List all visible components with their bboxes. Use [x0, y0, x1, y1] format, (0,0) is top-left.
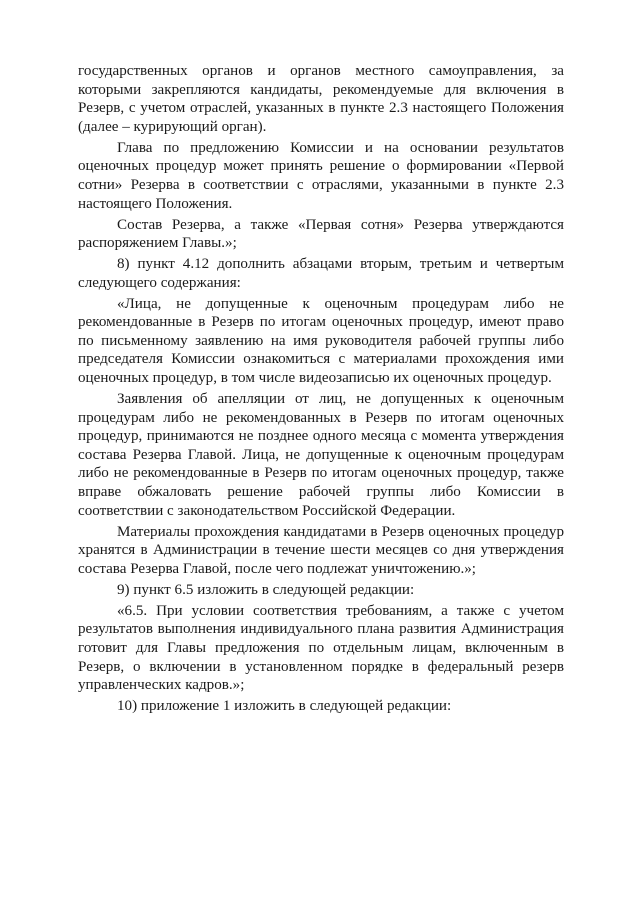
paragraph-item-9: 9) пункт 6.5 изложить в следующей редакции: — [117, 581, 415, 598]
paragraph-review-rights: «Лица, не допущенные к оценочным процедурам либо не рекомендованные в Резерв по итогам оценочных процедур, имеют право по письменному заявлению на имя руководителя рабочей группы либо председателя Комиссии ознакомиться с материалами прохождения ими оценочных процедур, в том числе видеозаписью их оценочных процедур. — [78, 295, 564, 387]
paragraph-item-6-5: «6.5. При условии соответствия требованиям, а также с учетом результатов выполнения индивидуального плана развития Администрация готовит для Главы предложения по отдельным лицам, включенным в Резерв, о включении в установленном порядке в федеральный резерв управленческих кадров.»; — [78, 602, 564, 694]
paragraph-reserve-approval: Состав Резерва, а также «Первая сотня» Резерва утверждаются распоряжением Главы.»; — [78, 216, 564, 252]
paragraph-materials-storage: Материалы прохождения кандидатами в Резерв оценочных процедур хранятся в Администрации в течение шести месяцев со дня утверждения состава Резерва Главой, после чего подлежат уничтожению.»; — [78, 523, 564, 577]
paragraph-item-8: 8) пункт 4.12 дополнить абзацами вторым, третьим и четвертым следующего содержания: — [78, 256, 564, 291]
document-page — [78, 62, 564, 718]
paragraph-first-hundred-decision: Глава по предложению Комиссии и на основании результатов оценочных процедур может принять решение о формировании «Первой сотни» Резерва в соответствии с отраслями, указанными в пункте 2.3 настоящего Положения. — [78, 139, 564, 212]
paragraph-continuation: государственных органов и органов местного самоуправления, за которыми закрепляются кандидаты, рекомендуемые для включения в Резерв, с учетом отраслей, указанных в пункте 2.3 настоящего Положения (далее – курирующий орган). — [78, 63, 564, 135]
paragraph-item-10: 10) приложение 1 изложить в следующей редакции: — [117, 698, 452, 715]
paragraph-appeals: Заявления об апелляции от лиц, не допущенных к оценочным процедурам либо не рекомендованных в Резерв по итогам оценочных процедур, принимаются не позднее одного месяца с момента утверждения состава Резерва Главой. Лица, не допущенные к оценочным процедурам либо не рекомендованные в Резерв по итогам оценочных процедур, также вправе обжаловать решение рабочей группы либо Комиссии в соответствии с законодательством Российской Федерации. — [78, 391, 564, 519]
